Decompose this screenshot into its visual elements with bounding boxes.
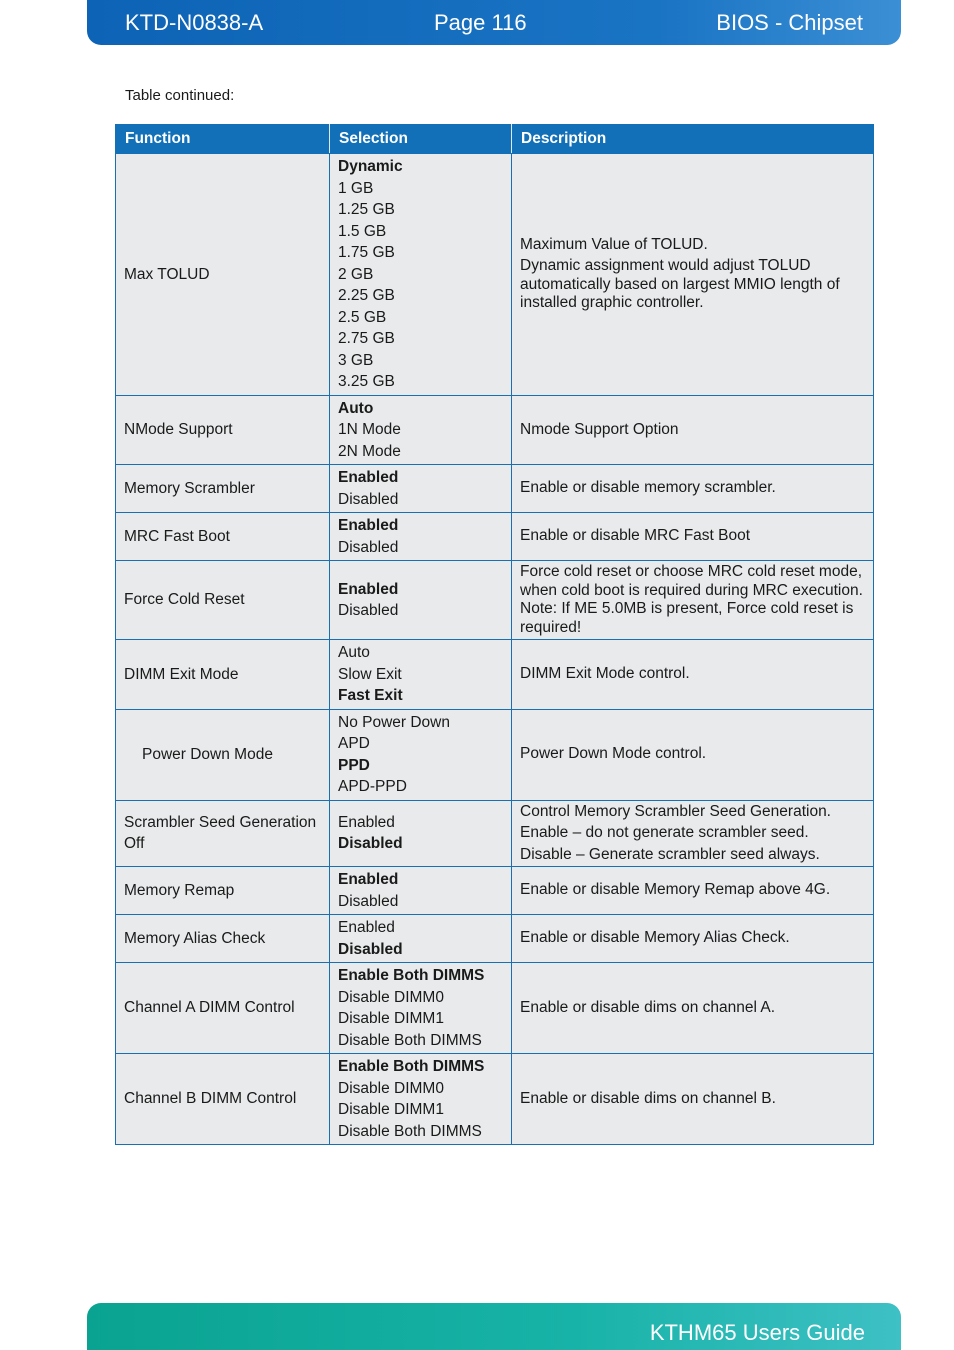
description-cell (512, 513, 874, 561)
function-cell: MRC Fast Boot (116, 513, 330, 561)
selection-cell (330, 465, 512, 513)
function-cell: NMode Support (116, 395, 330, 465)
option: Disabled (338, 892, 399, 910)
table-row (116, 1054, 874, 1145)
option: No Power Down (338, 713, 450, 731)
function-cell: DIMM Exit Mode (116, 640, 330, 710)
description-cell (512, 867, 874, 915)
default-option: Disabled (338, 940, 403, 958)
description-line: Enable or disable dims on channel A. (520, 998, 776, 1016)
table-row (116, 640, 874, 710)
table-row (116, 867, 874, 915)
function-cell: Max TOLUD (116, 154, 330, 396)
default-option: Disabled (338, 835, 403, 853)
option: Disable DIMM0 (338, 988, 444, 1006)
description-line: Dynamic assignment would adjust TOLUD automatically based on largest MMIO length of installed graphic controller. (520, 257, 840, 312)
table-row (116, 465, 874, 513)
description-line: Force cold reset or choose MRC cold reset mode, when cold boot is required during MRC execution. Note: If ME 5.0MB is present, Force cold reset is required! (520, 563, 863, 636)
table-body (116, 154, 874, 1145)
option: 2 GB (338, 265, 374, 283)
guide-title: KTHM65 Users Guide (649, 1320, 865, 1345)
function-cell: Channel A DIMM Control (116, 963, 330, 1054)
section-title: BIOS - Chipset (716, 10, 863, 35)
option: 1.5 GB (338, 222, 387, 240)
description-line: Enable – do not generate scrambler seed. (520, 824, 809, 841)
function-cell: Force Cold Reset (116, 561, 330, 640)
default-option: Auto (338, 399, 374, 417)
default-option: Enable Both DIMMS (338, 1058, 485, 1075)
default-option: Enabled (338, 469, 399, 486)
option: Disable DIMM1 (338, 1101, 444, 1118)
table-row (116, 395, 874, 465)
option: Enabled (338, 813, 395, 831)
description-line: Maximum Value of TOLUD. (520, 235, 708, 253)
option: 1.75 GB (338, 244, 395, 261)
option: Disabled (338, 490, 399, 508)
description-cell (512, 1054, 874, 1145)
table-row (116, 915, 874, 963)
option: Disabled (338, 602, 399, 619)
default-option: Dynamic (338, 158, 403, 175)
selection-cell (330, 800, 512, 867)
table-row (116, 963, 874, 1054)
description-cell (512, 709, 874, 800)
description-line: Enable or disable Memory Alias Check. (520, 929, 790, 947)
table-row (116, 709, 874, 800)
document-id: KTD-N0838-A (125, 10, 264, 35)
default-option: Enabled (338, 871, 399, 888)
option: Disable Both DIMMS (338, 1031, 482, 1049)
bios-settings-table (115, 124, 874, 1145)
default-option: Enabled (338, 580, 399, 598)
table-row (116, 800, 874, 867)
description-cell (512, 465, 874, 513)
function-cell: Scrambler Seed Generation Off (116, 800, 330, 867)
description-line: Power Down Mode control. (520, 745, 707, 763)
description-line: Enable or disable dims on channel B. (520, 1089, 776, 1107)
function-cell: Channel B DIMM Control (116, 1054, 330, 1145)
option: Auto (338, 644, 370, 661)
selection-cell (330, 1054, 512, 1145)
selection-cell (330, 561, 512, 640)
selection-cell (330, 513, 512, 561)
table-header-row (116, 125, 874, 154)
description-line: Enable or disable MRC Fast Boot (520, 527, 751, 545)
option: 1 GB (338, 179, 374, 197)
description-cell (512, 963, 874, 1054)
description-cell (512, 395, 874, 465)
column-header-description: Description (512, 125, 874, 154)
option: 2.75 GB (338, 330, 395, 347)
selection-cell (330, 395, 512, 465)
description-cell (512, 915, 874, 963)
table-row (116, 154, 874, 396)
selection-cell (330, 915, 512, 963)
option: 3 GB (338, 351, 374, 369)
selection-cell (330, 963, 512, 1054)
column-header-selection: Selection (330, 125, 512, 154)
function-cell: Power Down Mode (116, 709, 330, 800)
selection-cell (330, 867, 512, 915)
selection-cell (330, 640, 512, 710)
description-line: DIMM Exit Mode control. (520, 665, 690, 682)
function-cell: Memory Scrambler (116, 465, 330, 513)
option: Disabled (338, 538, 399, 556)
option: APD (338, 735, 370, 752)
description-line: Disable – Generate scrambler seed always. (520, 845, 820, 863)
description-line: Control Memory Scrambler Seed Generation. (520, 802, 831, 820)
selection-cell (330, 709, 512, 800)
option: Enabled (338, 919, 395, 936)
option: 1N Mode (338, 421, 401, 438)
default-option: PPD (338, 756, 370, 774)
description-cell (512, 561, 874, 640)
option: 2.25 GB (338, 287, 395, 304)
description-cell (512, 800, 874, 867)
description-cell (512, 154, 874, 396)
default-option: Fast Exit (338, 687, 403, 704)
option: Disable DIMM0 (338, 1079, 444, 1097)
page-number: Page 116 (434, 10, 527, 35)
function-cell: Memory Alias Check (116, 915, 330, 963)
column-header-function: Function (116, 125, 330, 154)
default-option: Enabled (338, 517, 399, 534)
option: Slow Exit (338, 665, 402, 683)
option: Disable DIMM1 (338, 1010, 444, 1027)
page-footer (87, 1303, 901, 1350)
table-row (116, 513, 874, 561)
table-row (116, 561, 874, 640)
description-line: Enable or disable Memory Remap above 4G. (520, 881, 831, 899)
option: Disable Both DIMMS (338, 1122, 482, 1140)
option: 1.25 GB (338, 201, 395, 218)
option: 2.5 GB (338, 308, 387, 326)
selection-cell (330, 154, 512, 396)
description-line: Enable or disable memory scrambler. (520, 479, 776, 497)
description-line: Nmode Support Option (520, 420, 679, 438)
option: APD-PPD (338, 778, 407, 795)
table-intro: Table continued: (125, 87, 235, 104)
option: 2N Mode (338, 442, 401, 460)
function-cell: Memory Remap (116, 867, 330, 915)
description-cell (512, 640, 874, 710)
default-option: Enable Both DIMMS (338, 967, 485, 984)
page-header (87, 0, 901, 45)
option: 3.25 GB (338, 373, 395, 390)
